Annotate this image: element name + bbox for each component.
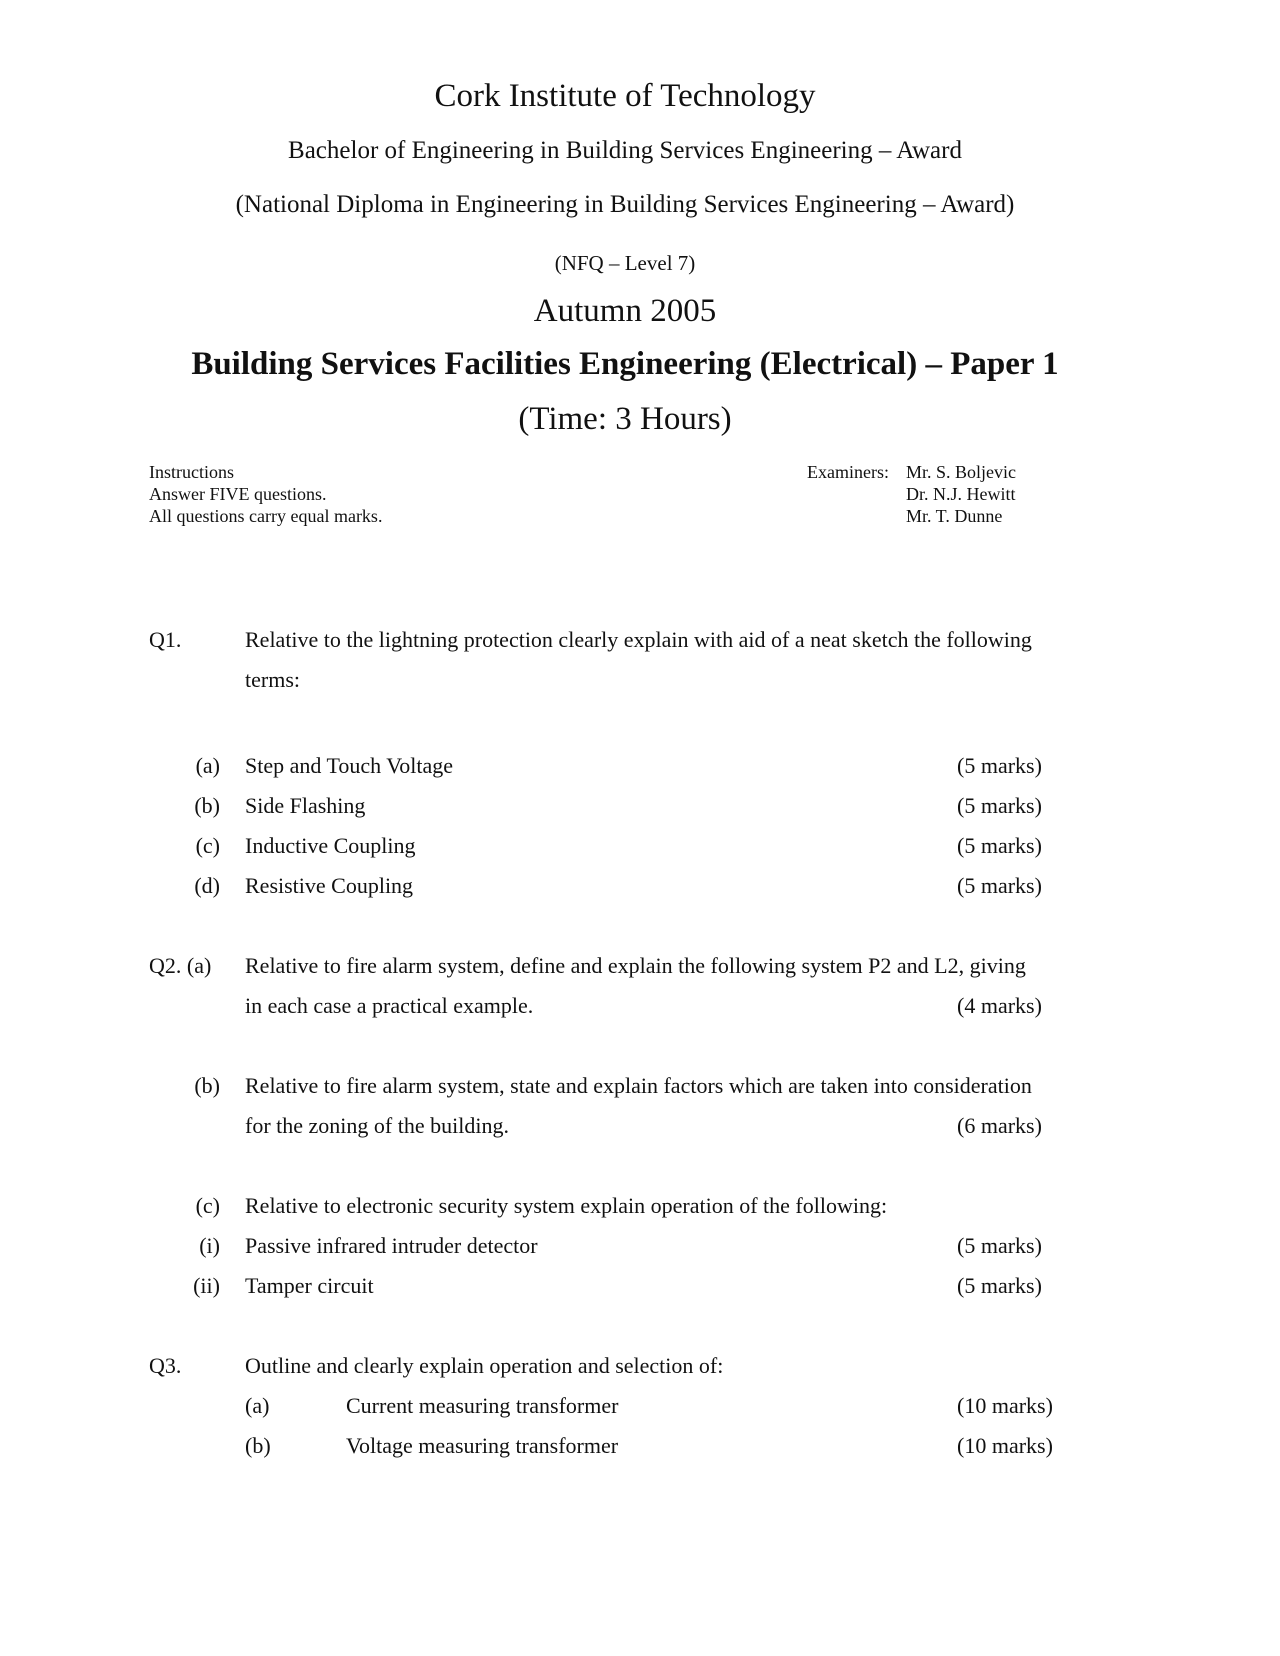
q1-part-label: (d)	[194, 873, 220, 898]
q3-part-text: Voltage measuring transformer	[346, 1433, 619, 1458]
q3-part-label: (b)	[245, 1433, 271, 1458]
q2b-label: (b)	[194, 1073, 220, 1098]
instructions-block	[149, 461, 382, 527]
q2c-item-marks: (5 marks)	[957, 1273, 1042, 1298]
q2a-text: Relative to fire alarm system, define and explain the following system P2 and L2, giving	[245, 953, 1026, 978]
q1-part-label: (b)	[194, 793, 220, 818]
instructions-heading: Instructions	[149, 462, 234, 482]
examiners-list	[906, 461, 1016, 527]
institution-name: Cork Institute of Technology	[434, 78, 816, 114]
q2c-item-text: Passive infrared intruder detector	[245, 1233, 538, 1258]
nfq-level: (NFQ – Level 7)	[554, 251, 696, 275]
q1-part-marks: (5 marks)	[957, 833, 1042, 858]
q2c-label: (c)	[195, 1193, 220, 1218]
q1-part-text: Inductive Coupling	[245, 833, 416, 858]
q2c-item-label: (i)	[199, 1233, 220, 1258]
q3-part-marks: (10 marks)	[957, 1433, 1053, 1458]
q3-part-label: (a)	[245, 1393, 270, 1418]
q1-number: Q1.	[149, 627, 182, 652]
q2a-text: in each case a practical example.	[245, 993, 534, 1018]
q2c-item-text: Tamper circuit	[245, 1273, 374, 1298]
instructions-line: Answer FIVE questions.	[149, 484, 327, 504]
paper-title: Building Services Facilities Engineering (Electrical) – Paper 1	[191, 346, 1059, 382]
q2c-text: Relative to electronic security system explain operation of the following:	[245, 1193, 888, 1218]
degree-title: Bachelor of Engineering in Building Services Engineering – Award	[288, 137, 962, 164]
q2b-text: Relative to fire alarm system, state and explain factors which are taken into consideration	[245, 1073, 1032, 1098]
q2c-item-marks: (5 marks)	[957, 1233, 1042, 1258]
exam-duration: (Time: 3 Hours)	[518, 401, 732, 437]
q1-part-text: Step and Touch Voltage	[245, 753, 454, 778]
q1-part-marks: (5 marks)	[957, 753, 1042, 778]
q2-number: Q2. (a)	[149, 953, 212, 978]
examiners-label: Examiners:	[807, 462, 889, 482]
q1-stem: terms:	[245, 667, 300, 692]
q3-number: Q3.	[149, 1353, 182, 1378]
examiner-name: Mr. S. Boljevic	[906, 462, 1017, 482]
q1-part-text: Resistive Coupling	[245, 873, 414, 898]
q2b-marks: (6 marks)	[957, 1113, 1042, 1138]
instructions-line: All questions carry equal marks.	[149, 506, 383, 526]
exam-session: Autumn 2005	[533, 293, 717, 329]
q2b-text: for the zoning of the building.	[245, 1113, 509, 1138]
q1-stem: Relative to the lightning protection clearly explain with aid of a neat sketch the following	[245, 627, 1032, 652]
q3-part-text: Current measuring transformer	[346, 1393, 619, 1418]
q1-part-marks: (5 marks)	[957, 873, 1042, 898]
q2c-item-label: (ii)	[193, 1273, 220, 1298]
q3-stem: Outline and clearly explain operation and selection of:	[245, 1353, 724, 1378]
examiner-name: Dr. N.J. Hewitt	[906, 484, 1016, 504]
q2a-marks: (4 marks)	[957, 993, 1042, 1018]
diploma-title: (National Diploma in Engineering in Building Services Engineering – Award)	[235, 191, 1015, 218]
examiner-name: Mr. T. Dunne	[906, 506, 1003, 526]
q1-part-label: (a)	[195, 753, 220, 778]
q1-part-text: Side Flashing	[245, 793, 366, 818]
q1-part-label: (c)	[195, 833, 220, 858]
q1-part-marks: (5 marks)	[957, 793, 1042, 818]
q3-part-marks: (10 marks)	[957, 1393, 1053, 1418]
